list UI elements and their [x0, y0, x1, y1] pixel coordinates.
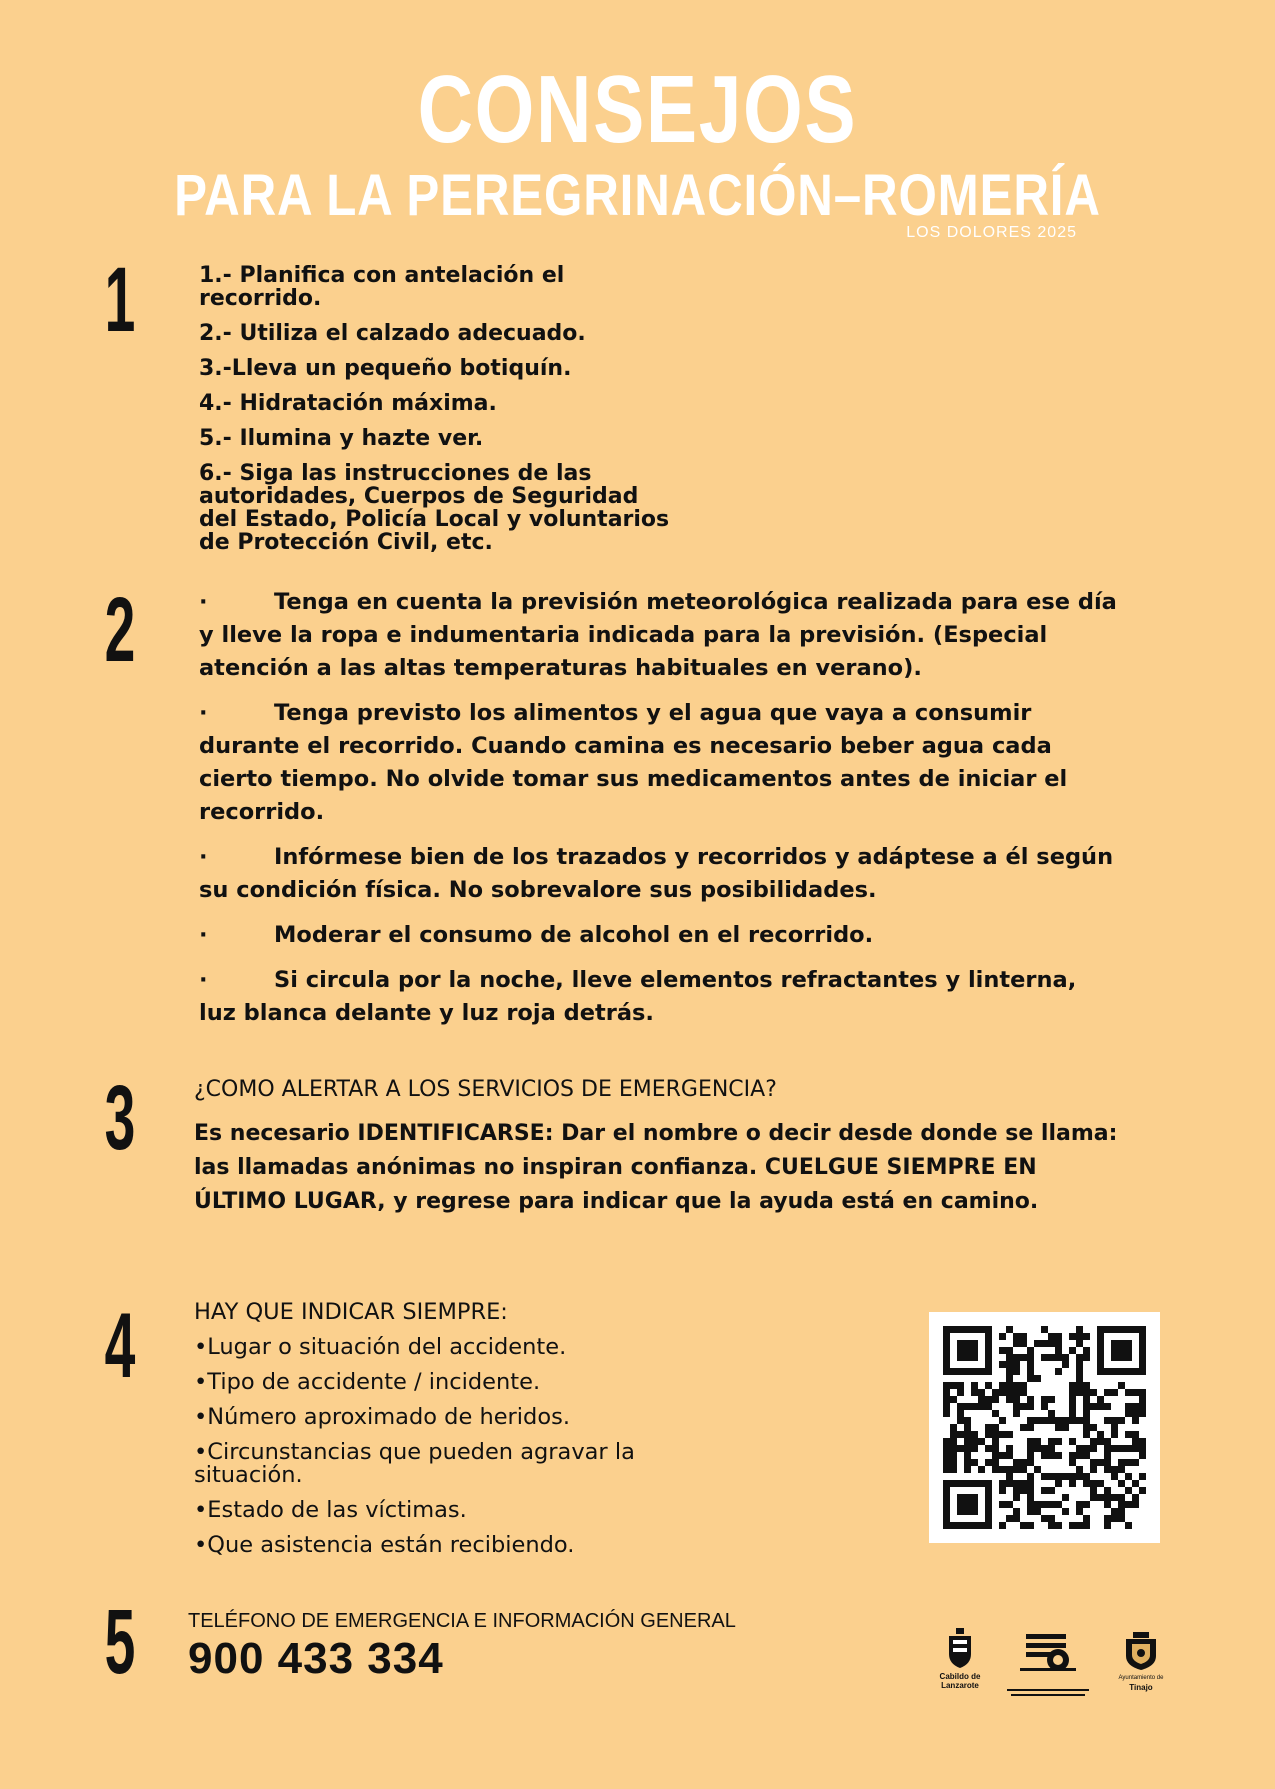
list-item: · Infórmese bien de los trazados y recorridos y adáptese a él según su condición física. No sobrevalore sus posibilidades. — [199, 841, 1119, 907]
list-item: •Número aproximado de heridos. — [194, 1404, 570, 1430]
section-1-list — [199, 264, 719, 566]
bullet: · — [199, 844, 208, 870]
list-item: 3.-Lleva un pequeño botiquín. — [199, 356, 572, 381]
section-3-body: Es necesario IDENTIFICARSE: Dar el nombre o decir desde donde se llama: las llamadas anónimas no inspiran confianza. CUELGUE SIEMPRE EN ÚLTIMO LUGAR, y regrese para indicar que la ayuda está en camino. — [194, 1121, 1118, 1214]
poster-year: LOS DOLORES 2025 — [906, 224, 1077, 241]
consortium-text-lines-icon — [1005, 1689, 1091, 1697]
section-3 — [194, 1073, 1124, 1219]
list-item: •Estado de las víctimas. — [194, 1497, 467, 1523]
qr-code[interactable] — [929, 1312, 1160, 1543]
section-number-1: 1 — [104, 249, 136, 351]
section-4-heading: HAY QUE INDICAR SIEMPRE: — [194, 1299, 508, 1325]
emergency-consortium-logo — [1002, 1630, 1094, 1701]
poster-subtitle: PARA LA PEREGRINACIÓN–ROMERÍA — [174, 163, 1101, 228]
list-item: · Si circula por la noche, lleve elementos refractantes y linterna, luz blanca delante y luz roja detrás. — [199, 964, 1119, 1030]
list-item: •Que asistencia están recibiendo. — [194, 1532, 575, 1558]
section-number-4: 4 — [104, 1295, 136, 1397]
emergency-phone-label: TELÉFONO DE EMERGENCIA E INFORMACIÓN GENERAL — [188, 1610, 736, 1632]
section-3-question: ¿COMO ALERTAR A LOS SERVICIOS DE EMERGENCIA? — [194, 1077, 777, 1102]
cabildo-lanzarote-logo: Cabildo de Lanzarote — [928, 1628, 992, 1690]
list-item: · Tenga en cuenta la previsión meteorológica realizada para ese día y lleve la ropa e indumentaria indicada para la previsión. (Especial atención a las altas temperaturas habituales en verano). — [199, 586, 1119, 685]
list-item: •Lugar o situación del accidente. — [194, 1334, 567, 1360]
section-2-list — [199, 586, 1119, 1042]
bullet: · — [199, 967, 208, 993]
tinajo-crest-icon — [1124, 1632, 1158, 1670]
list-item: 6.- Siga las instrucciones de las autoridades, Cuerpos de Seguridad del Estado, Policía Local y voluntarios de Protección Civil, etc. — [199, 461, 670, 555]
bullet: · — [199, 589, 208, 615]
ayuntamiento-tinajo-logo: Ayuntamiento de Tinajo — [1108, 1632, 1174, 1692]
list-item: •Tipo de accidente / incidente. — [194, 1369, 541, 1395]
consortium-emblem-icon — [1018, 1630, 1078, 1674]
qr-code-icon — [929, 1312, 1160, 1543]
list-item: · Moderar el consumo de alcohol en el recorrido. — [199, 919, 1119, 952]
list-item: 4.- Hidratación máxima. — [199, 391, 497, 416]
section-number-3: 3 — [104, 1067, 136, 1169]
list-item: · Tenga previsto los alimentos y el agua que vaya a consumir durante el recorrido. Cuando camina es necesario beber agua cada cierto tiempo. No olvide tomar sus medicamentos antes de iniciar el recorrido. — [199, 697, 1119, 829]
emergency-phone-number[interactable]: 900 433 334 — [188, 1634, 444, 1683]
list-item: •Circunstancias que pueden agravar la situación. — [194, 1439, 635, 1488]
coat-of-arms-icon — [946, 1628, 974, 1668]
list-item: 2.- Utiliza el calzado adecuado. — [199, 321, 586, 346]
bullet: · — [199, 700, 208, 726]
list-item: 5.- Ilumina y hazte ver. — [199, 426, 484, 451]
section-number-2: 2 — [104, 579, 136, 681]
bullet: · — [199, 922, 208, 948]
list-item: 1.- Planifica con antelación el recorrido. — [199, 263, 565, 311]
section-4-list — [194, 1301, 714, 1569]
section-number-5: 5 — [104, 1591, 136, 1693]
poster-title: CONSEJOS — [417, 56, 858, 163]
